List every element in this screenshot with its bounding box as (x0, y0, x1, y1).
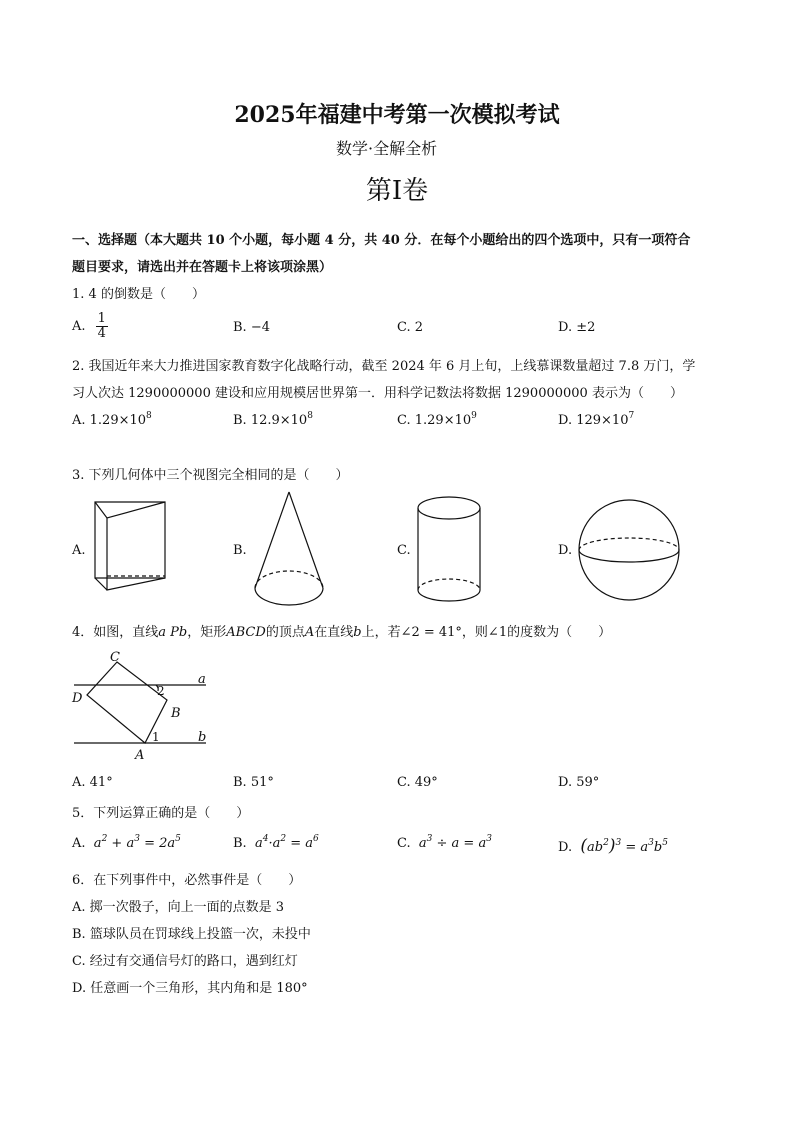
parallel-lines-rectangle-figure (68, 645, 218, 765)
q5-option-b-expression: $a^4\cdot a^2 = a^6$ (250, 834, 319, 851)
q4-label-d: D (72, 691, 83, 706)
q4-stem-mid2: 的顶点 (265, 625, 305, 640)
q2-stem-line2: 习人次达 1290000000 建设和应用规模居世界第一．用科学记数法将数据 1290000000 表示为（ ） (72, 386, 683, 401)
q1-option-d: D. ±2 (558, 320, 596, 335)
q1-option-a (72, 312, 108, 341)
q2-option-c-exponent: 9 (471, 411, 477, 421)
q4-option-a: A. 41° (72, 775, 113, 790)
q4-rectangle-name: ABCD (226, 625, 266, 640)
q5-option-d-label: D. (558, 840, 573, 855)
exam-subtitle: 数学·全解全析 (336, 139, 438, 158)
q5-option-b-label: B. (233, 836, 247, 851)
q4-label-c: C (110, 650, 120, 665)
q4-stem-pre: 4．如图，直线 (72, 625, 159, 640)
q6-option-b: B. 篮球队员在罚球线上投篮一次，未投中 (72, 927, 311, 942)
q4-label-line-b: b (198, 730, 207, 745)
q1-option-a-fraction (96, 312, 108, 341)
q4-vertex-name: A (304, 625, 315, 640)
q6-option-c: C. 经过有交通信号灯的路口，遇到红灯 (72, 954, 298, 969)
q1-option-c: C. 2 (397, 320, 424, 335)
q1-stem: 1. 4 的倒数是（ ） (72, 287, 205, 302)
q4-option-c: C. 49° (397, 775, 438, 790)
q5-option-a (72, 836, 181, 851)
q3-option-b: B. (233, 543, 247, 558)
sphere-figure (577, 498, 681, 602)
section-heading-line1: 一、选择题（本大题共 10 个小题，每小题 4 分，共 40 分．在每个小题给出的四个选项中，只有一项符合 (72, 233, 691, 248)
q5-option-d (558, 836, 668, 856)
q2-stem-line1: 2. 我国近年来大力推进国家教育数字化战略行动，截至 2024 年 6 月上旬，上线慕课数量超过 7.8 万门，学 (72, 359, 696, 374)
cylinder-figure (415, 494, 483, 606)
section-heading-line2: 题目要求，请选出并在答题卡上将该项涂黑） (72, 260, 333, 275)
exam-title: 2025年福建中考第一次模拟考试 (234, 102, 560, 128)
q4-stem-post: 上，若∠2 = 41°，则∠1的度数为（ ） (361, 625, 612, 640)
q3-option-c: C. (397, 543, 411, 558)
q2-option-a-base: A. 1.29×10 (72, 413, 147, 428)
q2-option-d-base: D. 129×10 (558, 413, 629, 428)
q1-fraction-numerator: 1 (97, 311, 106, 326)
triangular-prism-figure (90, 490, 170, 590)
q3-option-a: A. (72, 543, 86, 558)
q1-option-b: B. −4 (233, 320, 270, 335)
q3-option-d: D. (558, 543, 573, 558)
q2-option-b (233, 413, 313, 428)
q1-option-a-label: A. (72, 319, 86, 334)
q4-angle-2-label: 2 (157, 684, 165, 698)
q2-option-d (558, 413, 634, 428)
q4-stem-mid: ，矩形 (187, 625, 227, 640)
q2-option-c (397, 413, 477, 428)
cone-figure (252, 490, 326, 610)
q5-option-c (397, 836, 492, 851)
q4-option-b: B. 51° (233, 775, 274, 790)
q5-option-c-label: C. (397, 836, 411, 851)
q5-option-c-expression: $a^3 \div a = a^3$ (414, 834, 492, 851)
q4-label-line-a: a (198, 672, 206, 687)
q4-option-d: D. 59° (558, 775, 600, 790)
q5-option-a-label: A. (72, 836, 86, 851)
q6-option-d: D. 任意画一个三角形，其内角和是 180° (72, 981, 308, 996)
q1-fraction-denominator: 4 (97, 326, 106, 341)
q2-option-a-exponent: 8 (146, 411, 152, 421)
q4-angle-1-label: 1 (152, 730, 160, 744)
q2-option-a (72, 413, 152, 428)
q6-stem: 6．在下列事件中，必然事件是（ ） (72, 873, 302, 888)
q5-option-a-expression: $a^2 + a^3 = 2a^5$ (89, 834, 181, 851)
q4-line-b-name: b (353, 625, 362, 640)
volume-heading: 第Ⅰ卷 (365, 176, 429, 206)
q2-option-c-base: C. 1.29×10 (397, 413, 472, 428)
q3-stem: 3. 下列几何体中三个视图完全相同的是（ ） (72, 468, 349, 483)
q5-option-b (233, 836, 319, 851)
q4-label-b: B (171, 706, 181, 721)
q2-option-b-exponent: 8 (307, 411, 313, 421)
q5-option-d-expression: $(ab^2)^3 = a^3b^5$ (580, 836, 668, 856)
q2-option-b-base: B. 12.9×10 (233, 413, 308, 428)
q4-label-a: A (135, 748, 145, 763)
q6-option-a: A. 掷一次骰子，向上一面的点数是 3 (72, 900, 285, 915)
q4-stem (72, 621, 611, 640)
q2-option-d-exponent: 7 (628, 411, 635, 421)
q5-stem: 5．下列运算正确的是（ ） (72, 806, 250, 821)
q4-stem-mid3: 在直线 (314, 625, 354, 640)
q4-parallel-lines: a Pb (158, 625, 188, 640)
